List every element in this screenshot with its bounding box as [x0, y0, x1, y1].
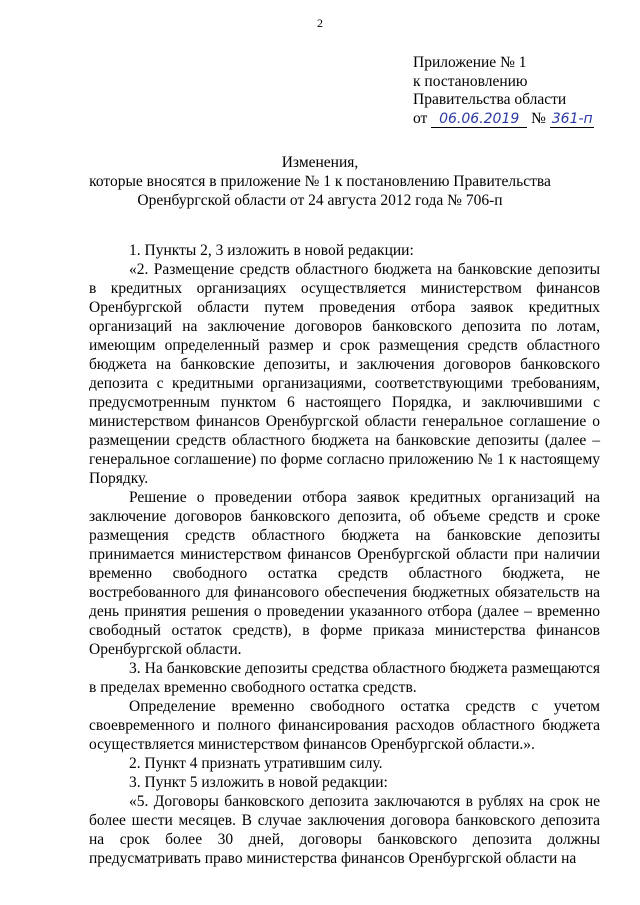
paragraph: «5. Договоры банковского депозита заключаются в рублях на срок не более шести месяцев. В случае заключения договора банковского депозита на срок более 30 дней, договоры банковского депозита должны предусматривать право министерства финансов Оренбургской области на [89, 793, 600, 867]
paragraph: «2. Размещение средств областного бюджета на банковские депозиты в кредитных организациях осуществляется министерством финансов Оренбургской области путем проведения отбора заявок кредитных организаций на заключение договоров банковского депозита по лотам, имеющим определенный размер и срок размещения средств областного бюджета на банковские депозиты, и заключения договоров банковского депозита с кредитными организациями, соответствующими требованиям, предусмотренным пунктом 6 настоящего Порядка, и заключившими с министерством финансов Оренбургской области генеральное соглашение о размещении средств областного бюджета на банковские депозиты (далее – генеральное соглашение) по форме согласно приложению № 1 к настоящему Порядку. [89, 261, 600, 487]
appendix-line-1: Приложение № 1 [413, 54, 527, 71]
appendix-line-2: к постановлению [413, 72, 528, 90]
document-title [0, 153, 640, 210]
date-prefix: от [413, 109, 428, 127]
paragraph: 1. Пункты 2, 3 изложить в новой редакции: [129, 242, 414, 259]
paragraph: 3. Пункт 5 изложить в новой редакции: [129, 774, 388, 791]
document-body [89, 241, 600, 868]
appendix-line-3: Правительства области [413, 91, 567, 108]
title-line-2: которые вносятся в приложение № 1 к постановлению Правительства [89, 173, 551, 190]
paragraph: 3. На банковские депозиты средства областного бюджета размещаются в пределах временно свободного остатка средств. [89, 660, 600, 696]
title-line-3: Оренбургской области от 24 августа 2012 года № 706-п [137, 192, 503, 209]
paragraph: Определение временно свободного остатка средств с учетом своевременного и полного финансирования расходов областного бюджета осуществляется министерством финансов Оренбургской области.». [89, 698, 600, 753]
title-line-1: Изменения, [281, 154, 359, 171]
handwritten-date: 06.06.2019 [431, 112, 527, 128]
page-number: 2 [317, 16, 323, 30]
paragraph: Решение о проведении отбора заявок кредитных организаций на заключение договоров банковского депозита, об объеме средств и сроке размещения средств областного бюджета на банковские депозиты принимается министерством финансов Оренбургской области при наличии временно свободного остатка средств областного бюджета, не востребованного для финансового обеспечения бюджетных обязательств на день принятия решения о проведении указанного отбора (далее – временно свободный остаток средств), в форме приказа министерства финансов Оренбургской области. [89, 489, 600, 658]
appendix-header [413, 54, 594, 128]
number-prefix: № [531, 109, 546, 127]
appendix-date-line [413, 110, 594, 129]
paragraph: 2. Пункт 4 признать утратившим силу. [129, 755, 383, 772]
handwritten-number: 361-п [551, 110, 593, 127]
